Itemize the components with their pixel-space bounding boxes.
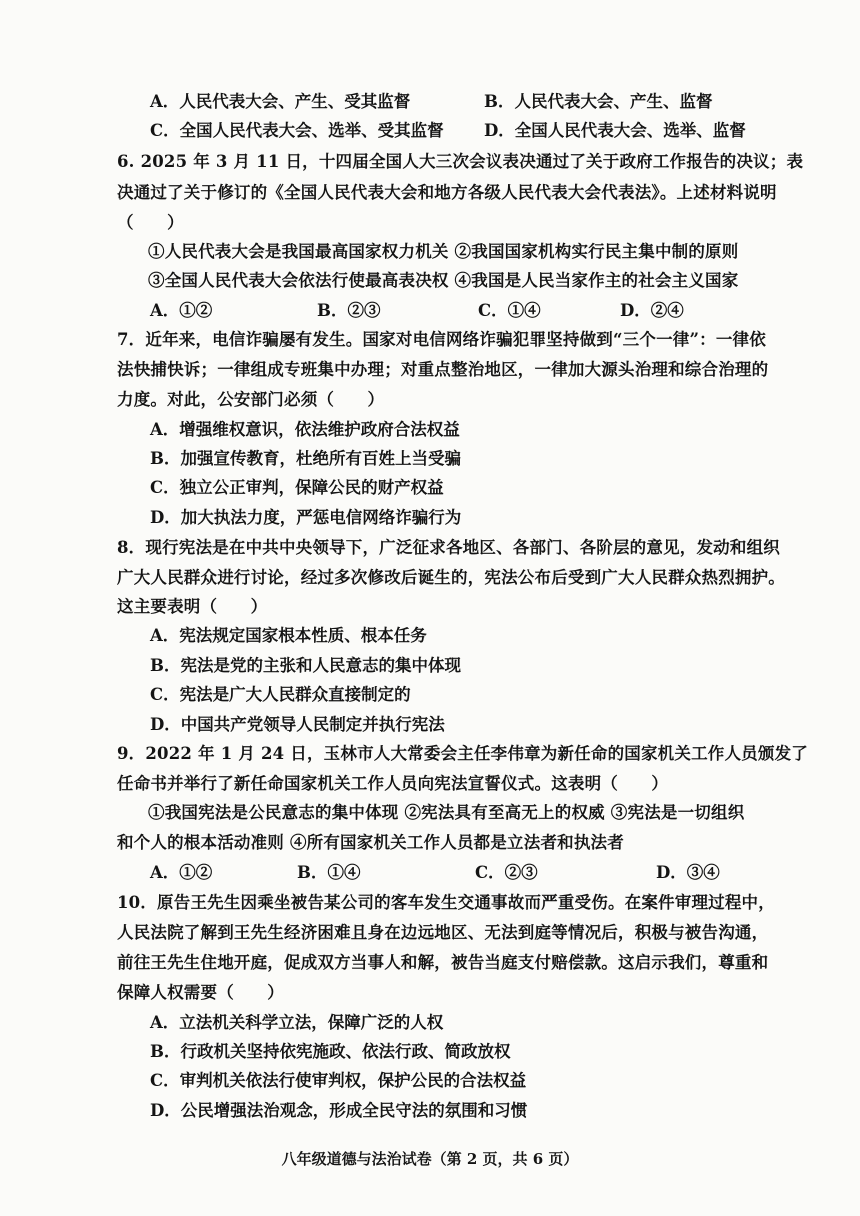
q8-stem-line1: 8．现行宪法是在中共中央领导下，广泛征求各地区、各部门、各阶层的意见，发动和组织 (117, 538, 780, 557)
q9-stem-line2: 任命书并举行了新任命国家机关工作人员向宪法宣誓仪式。这表明（ ） (117, 774, 669, 793)
q6-stem-line3: （ ） (117, 213, 184, 232)
q8-option-d: D．中国共产党领导人民制定并执行宪法 (150, 715, 445, 734)
q7-option-c: C．独立公正审判，保障公民的财产权益 (150, 478, 444, 497)
q10-option-a: A．立法机关科学立法，保障广泛的人权 (150, 1013, 444, 1032)
q10-option-d: D．公民增强法治观念，形成全民守法的氛围和习惯 (150, 1101, 528, 1120)
q6-option-d: D．②④ (620, 301, 684, 320)
q10-stem-line2: 人民法院了解到王先生经济困难且身在边远地区、无法到庭等情况后，积极与被告沟通， (117, 923, 769, 942)
q9-statement-line2: 和个人的根本活动准则 ④所有国家机关工作人员都是立法者和执法者 (117, 833, 624, 852)
q9-option-d: D．③④ (656, 863, 720, 882)
q9-statement-line1: ①我国宪法是公民意志的集中体现 ②宪法具有至高无上的权威 ③宪法是一切组织 (148, 803, 745, 822)
q10-option-c: C．审判机关依法行使审判权，保护公民的合法权益 (150, 1071, 527, 1090)
q5-option-c: C．全国人民代表大会、选举、受其监督 (150, 121, 444, 140)
q10-stem-line4: 保障人权需要（ ） (117, 983, 284, 1002)
q6-option-c: C．①④ (478, 301, 541, 320)
q5-option-b: B．人民代表大会、产生、监督 (484, 92, 713, 111)
q6-statement-line2: ③全国人民代表大会依法行使最高表决权 ④我国是人民当家作主的社会主义国家 (148, 271, 739, 290)
q9-option-b: B．①④ (297, 863, 361, 882)
q8-stem-line3: 这主要表明（ ） (117, 597, 268, 616)
q10-stem-line1: 10．原告王先生因乘坐被告某公司的客车发生交通事故而严重受伤。在案件审理过程中， (117, 893, 775, 912)
q8-option-a: A．宪法规定国家根本性质、根本任务 (150, 626, 427, 645)
q6-option-b: B．②③ (317, 301, 381, 320)
q10-option-b: B．行政机关坚持依宪施政、依法行政、简政放权 (150, 1042, 511, 1061)
q9-option-c: C．②③ (475, 863, 538, 882)
q9-stem-line1: 9．2022 年 1 月 24 日，玉林市人大常委会主任李伟章为新任命的国家机关工作人员颁发了 (117, 744, 808, 763)
q5-option-d: D．全国人民代表大会、选举、监督 (484, 121, 746, 140)
q8-option-b: B．宪法是党的主张和人民意志的集中体现 (150, 656, 461, 675)
q10-stem-line3: 前往王先生住地开庭，促成双方当事人和解，被告当庭支付赔偿款。这启示我们，尊重和 (117, 953, 769, 972)
q7-option-d: D．加大执法力度，严惩电信网络诈骗行为 (150, 508, 462, 527)
q7-stem-line1: 7．近年来，电信诈骗屡有发生。国家对电信网络诈骗犯罪坚持做到“三个一律”：一律依 (117, 330, 766, 349)
q6-stem-line1: 6. 2025 年 3 月 11 日，十四届全国人大三次会议表决通过了关于政府工作报告的决议；表 (117, 152, 804, 171)
q6-stem-line2: 决通过了关于修订的《全国人民代表大会和地方各级人民代表大会代表法》。上述材料说明 (117, 183, 777, 202)
q7-option-b: B．加强宣传教育，杜绝所有百姓上当受骗 (150, 449, 461, 468)
q7-stem-line3: 力度。对此，公安部门必须（ ） (117, 390, 385, 409)
q7-option-a: A．增强维权意识，依法维护政府合法权益 (150, 420, 460, 439)
q6-statement-line1: ①人民代表大会是我国最高国家权力机关 ②我国国家机构实行民主集中制的原则 (148, 242, 739, 261)
q5-option-a: A．人民代表大会、产生、受其监督 (150, 92, 411, 111)
q6-option-a: A．①② (150, 301, 213, 320)
q9-option-a: A．①② (150, 863, 213, 882)
q8-option-c: C．宪法是广大人民群众直接制定的 (150, 685, 411, 704)
q7-stem-line2: 法快捕快诉；一律组成专班集中办理；对重点整治地区，一律加大源头治理和综合治理的 (117, 360, 769, 379)
page-footer: 八年级道德与法治试卷（第 2 页，共 6 页） (281, 1150, 579, 1168)
q8-stem-line2: 广大人民群众进行讨论，经过多次修改后诞生的，宪法公布后受到广大人民群众热烈拥护。 (117, 568, 785, 587)
